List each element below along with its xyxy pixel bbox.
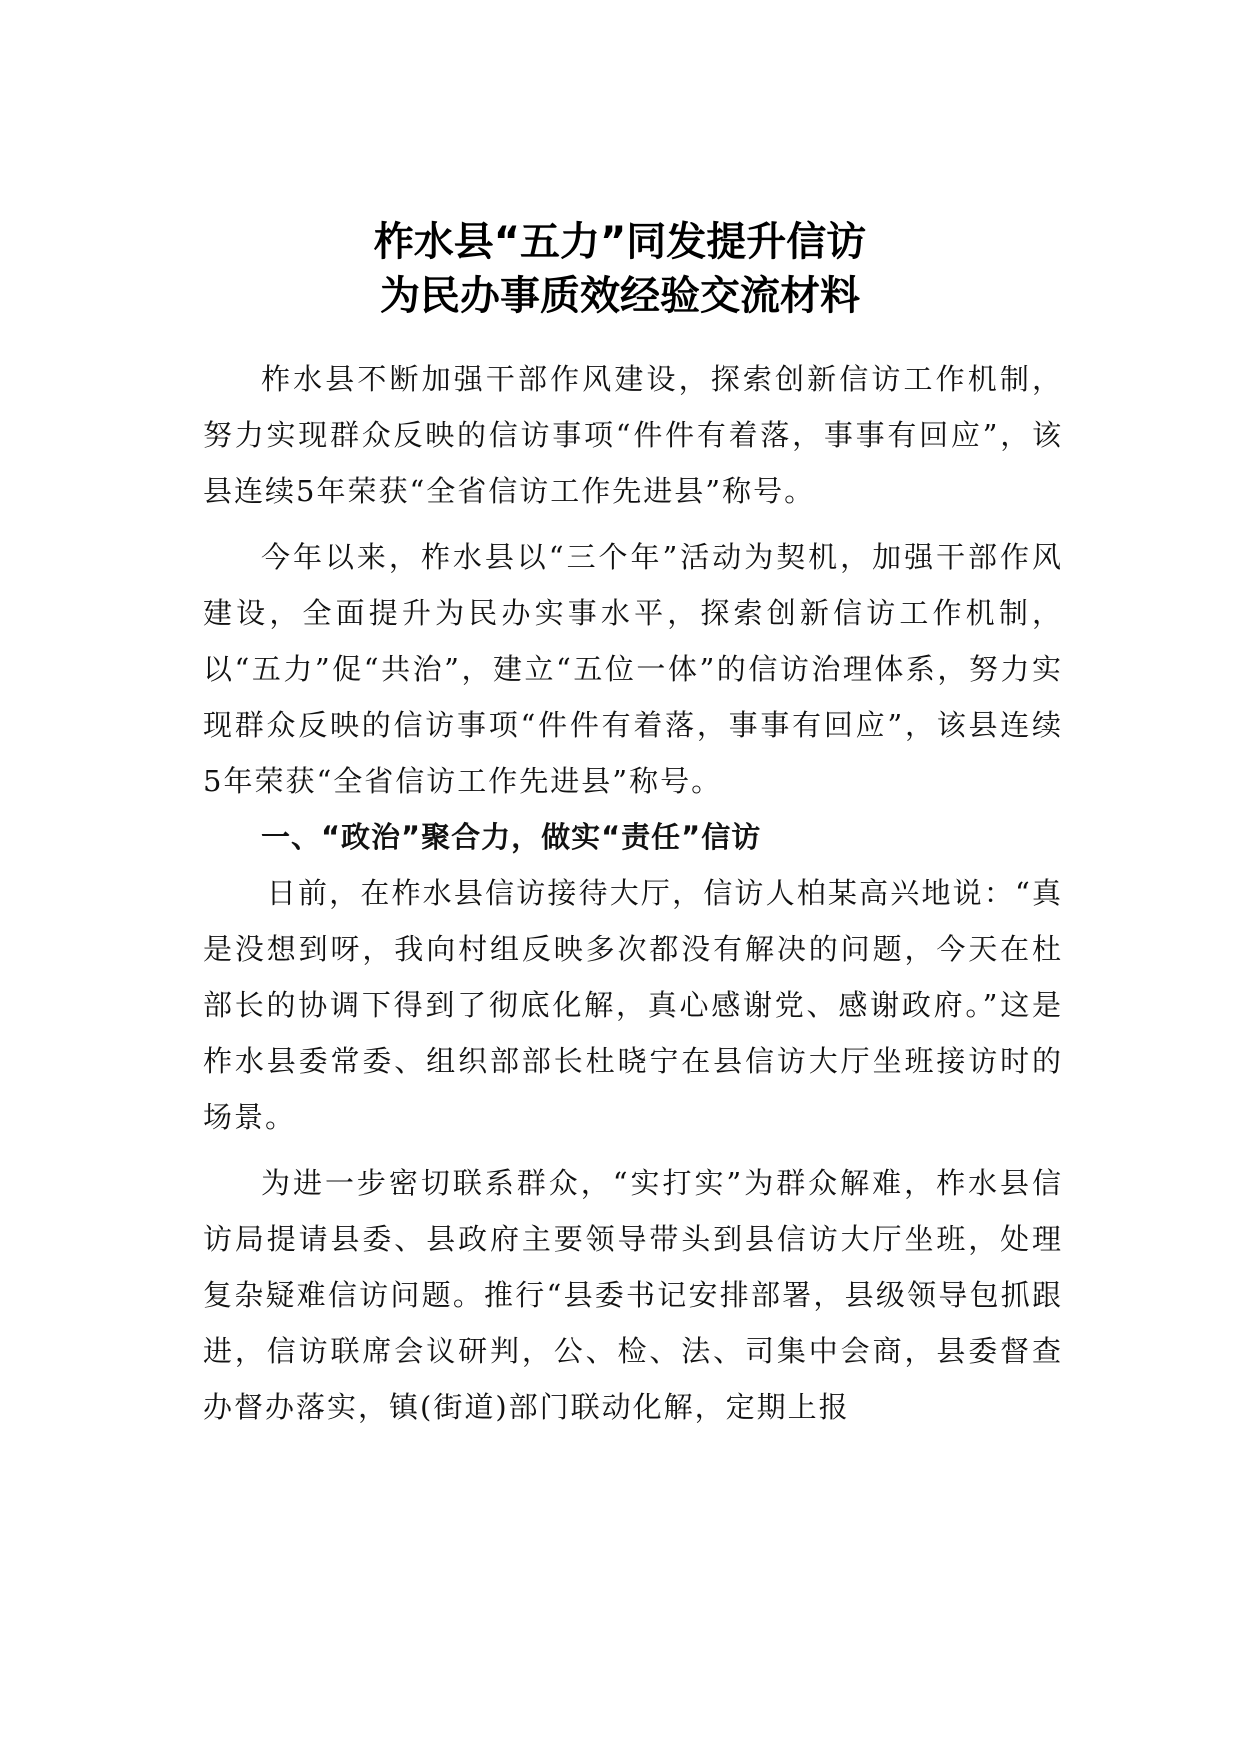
document-title-line-2: 为民办事质效经验交流材料 (380, 273, 860, 319)
section-1-paragraph-2: 为进一步密切联系群众，“实打实”为群众解难，柞水县信访局提请县委、县政府主要领导带头到县信访大厅坐班，处理复杂疑难信访问题。推行“县委书记安排部署，县级领导包抓跟进，信访联席会议研判，公、检、法、司集中会商，县委督查办督办落实，镇(街道)部门联动化解，定期上报 (203, 1166, 1063, 1424)
section-heading-1: 一、“政治”聚合力，做实“责任”信访 (261, 820, 762, 854)
context-paragraph: 今年以来，柞水县以“三个年”活动为契机，加强干部作风建设，全面提升为民办实事水平，探索创新信访工作机制，以“五力”促“共治”，建立“五位一体”的信访治理体系，努力实现群众反映的信访事项“件件有着落，事事有回应”，该县连续5年荣获“全省信访工作先进县”称号。 (203, 540, 1063, 798)
section-1-paragraph-1: 日前，在柞水县信访接待大厅，信访人柏某高兴地说：“真是没想到呀，我向村组反映多次都没有解决的问题，今天在杜部长的协调下得到了彻底化解，真心感谢党、感谢政府。”这是柞水县委常委、组织部部长杜晓宁在县信访大厅坐班接访时的场景。 (203, 876, 1063, 1134)
document-title-line-1: 柞水县“五力”同发提升信访 (373, 219, 867, 265)
intro-paragraph: 柞水县不断加强干部作风建设，探索创新信访工作机制，努力实现群众反映的信访事项“件件有着落，事事有回应”，该县连续5年荣获“全省信访工作先进县”称号。 (203, 362, 1063, 508)
document-body (203, 351, 1063, 1435)
